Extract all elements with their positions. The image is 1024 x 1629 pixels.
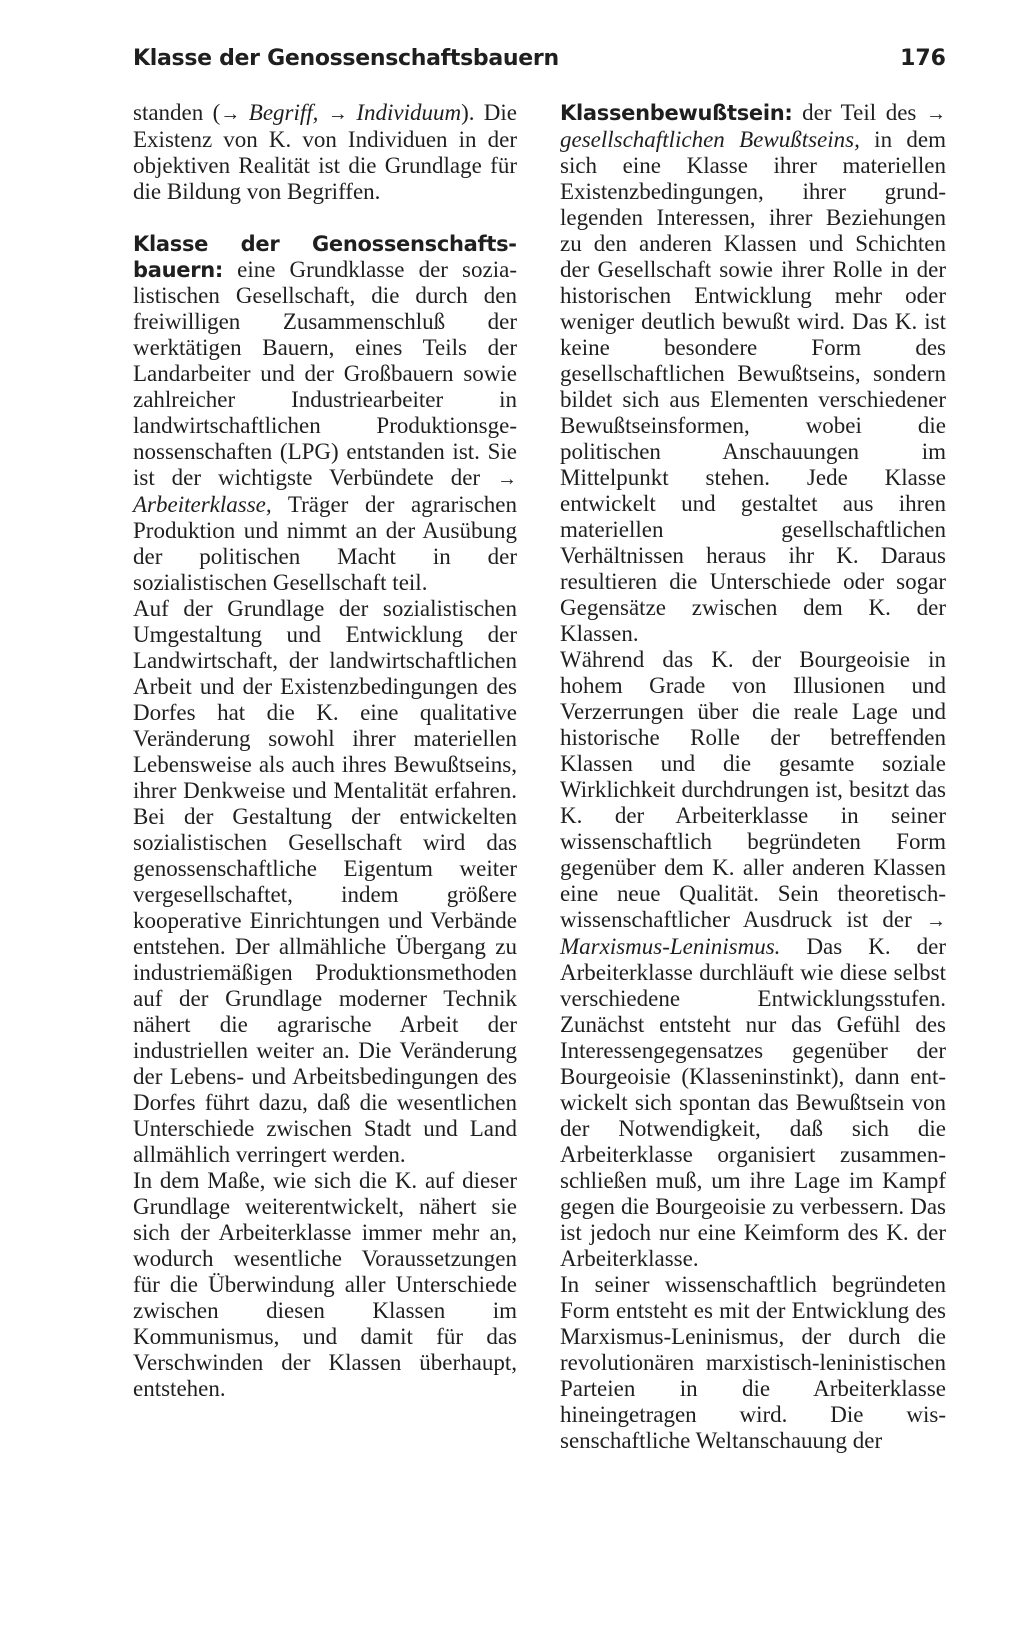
cross-reference[interactable]: Marxismus-Leninismus.: [560, 934, 781, 959]
entry-headword: Klassenbewußtsein:: [560, 101, 793, 125]
cross-reference-arrow-icon: →: [220, 103, 249, 125]
left-column: [133, 100, 517, 1402]
cross-reference[interactable]: Individuum: [356, 100, 462, 125]
body-paragraph: In seiner wissenschaftlich begründeten Form entsteht es mit der Entwicklung des Marxismus-Leninismus, der durch die revolutionären marxistisch-leninistischen Parteien in die Arbeiterklasse hineingetragen wird. Die wissenschaftliche Weltanschauung der: [560, 1272, 946, 1453]
cross-reference[interactable]: gesellschaftlichen Bewußtseins,: [560, 127, 860, 152]
cross-reference-arrow-icon: →: [327, 103, 357, 125]
body-paragraph: Auf der Grundlage der sozialistischen Umgestaltung und Entwicklung der Landwirtschaft, der landwirtschaftlichen Arbeit und der Existenzbedingungen des Dorfes hat die K. eine qualitative Veränderung sowohl ihrer materiellen Lebensweise als auch ihres Bewußtseins, ihrer Denkweise und Mentalität erfahren. Bei der Gestaltung der entwickelten sozialistischen Gesellschaft wird das genossenschaftliche Eigentum weiter vergesellschaftet, indem größere kooperative Einrichtungen und Verbände entstehen. Der allmähliche Übergang zu industriemäßigen Produktionsmethoden auf der Grundlage moderner Technik nähert die agrarische Arbeit der industriellen weiter an. Die Veränderung der Lebens- und Arbeitsbedingungen des Dorfes führt dazu, daß die wesentlichen Unterschiede zwischen Stadt und Land allmählich verringert werden.: [133, 596, 517, 1167]
continuation-paragraph: standen (→ Begriff, → Individuum). Die Existenz von K. von Individuen in der objektiven Realität ist die Grundlage für die Bildung von Begriffen.: [133, 100, 518, 204]
entry-klasse-der-genossenschaftsbauern: Klasse der Genossenschaftsbauern: eine Grundklasse der sozialistischen Gesellschaft, die durch den freiwilligen Zusammenschluß der werktätigen Bauern, eines Teils der Landarbeiter und der Großbauern sowie zahlreicher Industriearbeiter in landwirtschaftlichen Produktionsgenossenschaften (LPG) entstanden ist. Sie ist der wichtigste Verbündete der → Arbeiterklasse, Träger der agrarischen Produktion und nimmt an der Ausübung der politischen Macht in der sozialistischen Gesellschaft teil.: [133, 232, 517, 595]
cross-reference-arrow-icon: →: [926, 103, 946, 125]
cross-reference[interactable]: Begriff,: [248, 100, 319, 125]
running-header-title: Klasse der Genossenschaftsbauern: [133, 46, 559, 71]
cross-reference[interactable]: Arbeiterklasse,: [133, 492, 272, 517]
body-paragraph: Während das K. der Bourgeoisie in hohem Grade von Illusionen und Verzerrungen über die reale Lage und historische Rolle der betreffenden Klassen und die gesamte soziale Wirklichkeit durchdrungen ist, besitzt das K. der Arbeiterklasse in seiner wissenschaftlich begründeten Form gegenüber dem K. aller anderen Klassen eine neue Qualität. Sein theoretisch-wissenschaftlicher Ausdruck ist der → Marxismus-Leninismus. Das K. der Arbeiterklasse durchläuft wie diese selbst verschiedene Entwicklungsstufen. Zunächst entsteht nur das Gefühl des Interessengegensatzes gegenüber der Bourgeoisie (Klasseninstinkt), dann entwickelt sich spontan das Bewußtsein von der Notwendigkeit, daß sich die Arbeiterklasse organisiert zusammenschließen muß, um ihre Lage im Kampf gegen die Bourgeoisie zu verbessern. Das ist jedoch nur eine Keimform des K. der Arbeiterklasse.: [560, 647, 946, 1271]
entry-headword: Klasse der Genossenschaftsbauern:: [133, 232, 517, 282]
right-column: [560, 100, 946, 1454]
cross-reference-arrow-icon: →: [497, 468, 517, 490]
entry-klassenbewusstsein: Klassenbewußtsein: der Teil des → gesellschaftlichen Bewußtseins, in dem sich eine Klasse ihrer materiellen Existenzbedingungen, ihrer grundlegenden Interessen, ihrer Beziehungen zu den anderen Klassen und Schichten der Gesellschaft sowie ihrer Rolle in der historischen Entwicklung mehr oder weniger deutlich bewußt wird. Das K. ist keine besondere Form des gesellschaftlichen Bewußtseins, sondern bildet sich aus Elementen verschiedener Bewußtseinsformen, wobei die politischen Anschauungen im Mittelpunkt stehen. Jede Klasse entwickelt und gestaltet aus ihren materiellen gesellschaftlichen Verhältnissen heraus ihr K. Daraus resultieren die Unterschiede oder sogar Gegensätze zwischen dem K. der Klassen.: [560, 100, 946, 646]
page-number: 176: [900, 46, 946, 71]
body-paragraph: In dem Maße, wie sich die K. auf dieser Grundlage weiterentwickelt, nähert sie sich der Arbeiterklasse immer mehr an, wodurch wesentliche Voraussetzungen für die Überwindung aller Unterschiede zwischen diesen Klassen im Kommunismus, und damit für das Verschwinden der Klassen überhaupt, entstehen.: [133, 1168, 517, 1401]
cross-reference-arrow-icon: →: [926, 910, 946, 932]
